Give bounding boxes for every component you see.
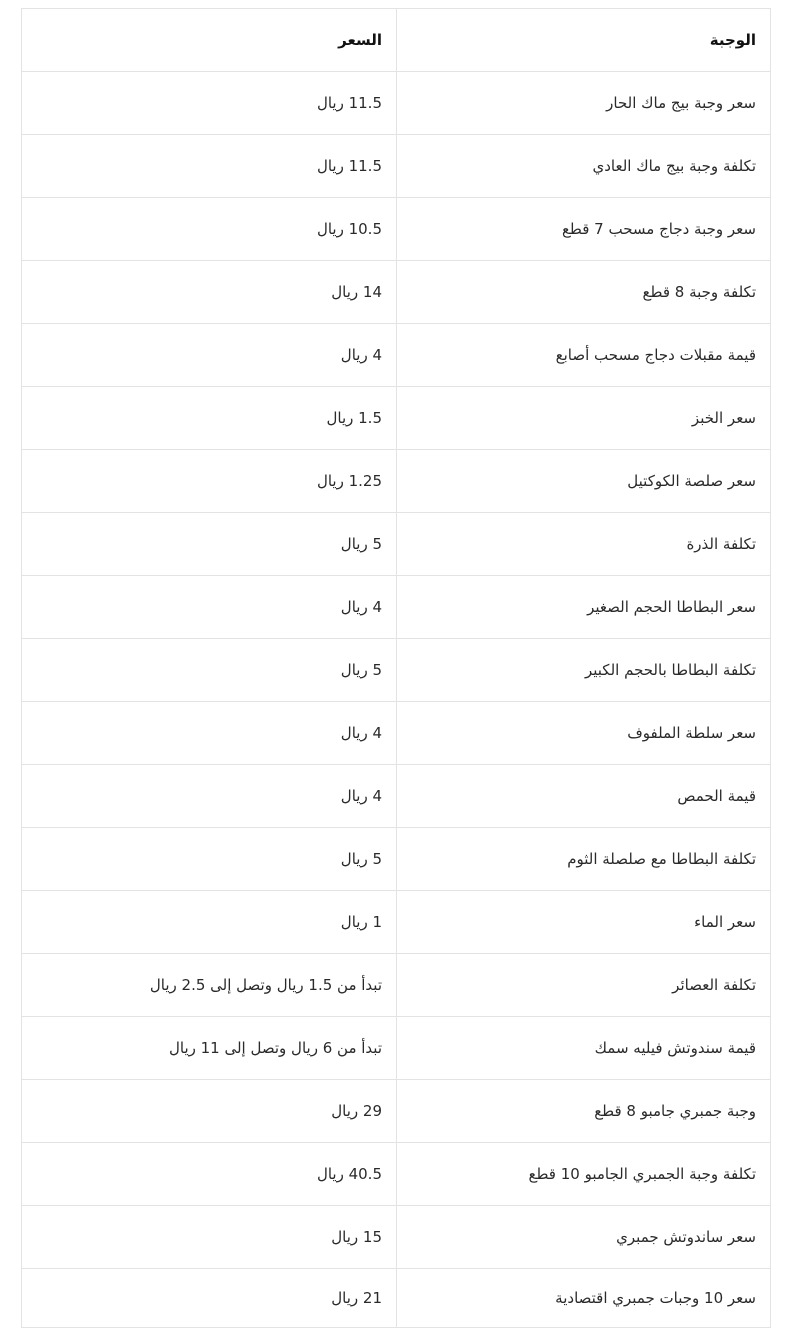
- table-body: [22, 72, 771, 1328]
- price-cell: تبدأ من 6 ريال وتصل إلى 11 ريال: [22, 1017, 397, 1080]
- price-cell: 4 ريال: [22, 765, 397, 828]
- meal-cell: تكلفة وجبة الجمبري الجامبو 10 قطع: [397, 1143, 771, 1206]
- price-cell: 11.5 ريال: [22, 135, 397, 198]
- price-cell: 1 ريال: [22, 891, 397, 954]
- table-row: [22, 891, 771, 954]
- table-row: [22, 72, 771, 135]
- table-row: [22, 1269, 771, 1328]
- price-table: [21, 8, 771, 1328]
- table-row: [22, 261, 771, 324]
- price-cell: 14 ريال: [22, 261, 397, 324]
- table-row: [22, 1080, 771, 1143]
- meal-cell: سعر البطاطا الحجم الصغير: [397, 576, 771, 639]
- price-cell: تبدأ من 1.5 ريال وتصل إلى 2.5 ريال: [22, 954, 397, 1017]
- meal-cell: وجبة جمبري جامبو 8 قطع: [397, 1080, 771, 1143]
- table-row: [22, 135, 771, 198]
- meal-cell: سعر سلطة الملفوف: [397, 702, 771, 765]
- meal-cell: قيمة الحمص: [397, 765, 771, 828]
- price-cell: 10.5 ريال: [22, 198, 397, 261]
- table-row: [22, 324, 771, 387]
- meal-cell: تكلفة البطاطا بالحجم الكبير: [397, 639, 771, 702]
- table-row: [22, 576, 771, 639]
- price-cell: 1.25 ريال: [22, 450, 397, 513]
- meal-cell: تكلفة الذرة: [397, 513, 771, 576]
- table-row: [22, 702, 771, 765]
- meal-cell: تكلفة العصائر: [397, 954, 771, 1017]
- price-cell: 29 ريال: [22, 1080, 397, 1143]
- price-cell: 4 ريال: [22, 324, 397, 387]
- table-row: [22, 828, 771, 891]
- table-row: [22, 387, 771, 450]
- table-row: [22, 513, 771, 576]
- meal-cell: تكلفة وجبة 8 قطع: [397, 261, 771, 324]
- table-header-row: [22, 9, 771, 72]
- table-row: [22, 639, 771, 702]
- table-row: [22, 198, 771, 261]
- price-table-container: [21, 8, 770, 1328]
- price-cell: 5 ريال: [22, 513, 397, 576]
- meal-cell: سعر وجبة بيج ماك الحار: [397, 72, 771, 135]
- header-meal: الوجبة: [397, 9, 771, 72]
- price-cell: 1.5 ريال: [22, 387, 397, 450]
- table-row: [22, 1017, 771, 1080]
- meal-cell: سعر الماء: [397, 891, 771, 954]
- meal-cell: قيمة مقبلات دجاج مسحب أصابع: [397, 324, 771, 387]
- table-row: [22, 954, 771, 1017]
- meal-cell: تكلفة وجبة بيج ماك العادي: [397, 135, 771, 198]
- price-cell: 15 ريال: [22, 1206, 397, 1269]
- price-cell: 4 ريال: [22, 576, 397, 639]
- price-cell: 5 ريال: [22, 639, 397, 702]
- price-cell: 5 ريال: [22, 828, 397, 891]
- meal-cell: تكلفة البطاطا مع صلصلة الثوم: [397, 828, 771, 891]
- meal-cell: سعر وجبة دجاج مسحب 7 قطع: [397, 198, 771, 261]
- meal-cell: سعر ساندوتش جمبري: [397, 1206, 771, 1269]
- price-cell: 21 ريال: [22, 1269, 397, 1328]
- table-row: [22, 1206, 771, 1269]
- table-row: [22, 765, 771, 828]
- meal-cell: سعر الخبز: [397, 387, 771, 450]
- table-row: [22, 450, 771, 513]
- meal-cell: سعر صلصة الكوكتيل: [397, 450, 771, 513]
- price-cell: 40.5 ريال: [22, 1143, 397, 1206]
- price-cell: 11.5 ريال: [22, 72, 397, 135]
- meal-cell: قيمة سندوتش فيليه سمك: [397, 1017, 771, 1080]
- table-row: [22, 1143, 771, 1206]
- meal-cell: سعر 10 وجبات جمبري اقتصادية: [397, 1269, 771, 1328]
- price-cell: 4 ريال: [22, 702, 397, 765]
- header-price: السعر: [22, 9, 397, 72]
